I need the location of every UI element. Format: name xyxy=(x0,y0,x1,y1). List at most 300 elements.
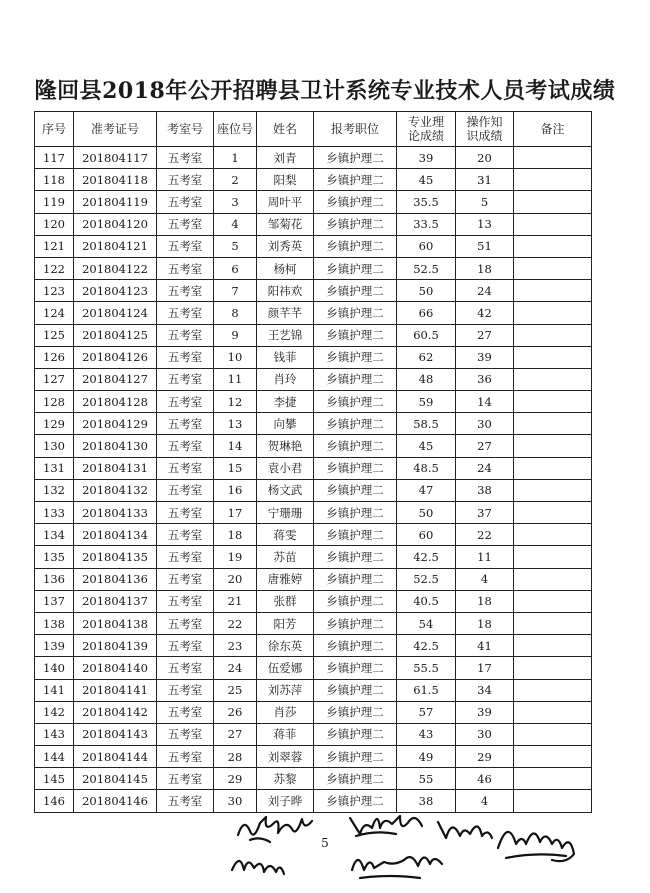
cell-seat: 11 xyxy=(214,368,257,390)
cell-name: 杨柯 xyxy=(257,257,314,279)
cell-room: 五考室 xyxy=(157,746,214,768)
cell-name: 苏苗 xyxy=(257,546,314,568)
cell-position: 乡镇护理二 xyxy=(314,368,397,390)
page-number: 5 xyxy=(321,836,329,850)
cell-theory-score: 43 xyxy=(397,723,456,745)
cell-seq: 137 xyxy=(35,590,74,612)
cell-remark xyxy=(514,679,592,701)
cell-position: 乡镇护理二 xyxy=(314,546,397,568)
cell-theory-score: 48 xyxy=(397,368,456,390)
cell-practical-score: 37 xyxy=(456,502,514,524)
cell-position: 乡镇护理二 xyxy=(314,147,397,169)
cell-position: 乡镇护理二 xyxy=(314,435,397,457)
cell-theory-score: 38 xyxy=(397,790,456,812)
table-header-row xyxy=(35,112,592,147)
cell-seq: 117 xyxy=(35,147,74,169)
cell-remark xyxy=(514,746,592,768)
cell-seq: 143 xyxy=(35,723,74,745)
cell-position: 乡镇护理二 xyxy=(314,191,397,213)
cell-name: 钱菲 xyxy=(257,346,314,368)
cell-practical-score: 18 xyxy=(456,612,514,634)
cell-practical-score: 4 xyxy=(456,790,514,812)
cell-name: 苏黎 xyxy=(257,768,314,790)
cell-theory-score: 60 xyxy=(397,524,456,546)
table-row xyxy=(35,546,592,568)
cell-remark xyxy=(514,391,592,413)
cell-seat: 30 xyxy=(214,790,257,812)
cell-seat: 27 xyxy=(214,723,257,745)
cell-practical-score: 22 xyxy=(456,524,514,546)
cell-name: 颜芊芊 xyxy=(257,302,314,324)
cell-practical-score: 18 xyxy=(456,257,514,279)
cell-seq: 144 xyxy=(35,746,74,768)
cell-remark xyxy=(514,768,592,790)
table-row xyxy=(35,790,592,812)
cell-theory-score: 57 xyxy=(397,701,456,723)
cell-seq: 127 xyxy=(35,368,74,390)
cell-ticket-no: 201804119 xyxy=(74,191,157,213)
cell-seat: 15 xyxy=(214,457,257,479)
cell-ticket-no: 201804143 xyxy=(74,723,157,745)
cell-seat: 16 xyxy=(214,479,257,501)
cell-room: 五考室 xyxy=(157,524,214,546)
table-row xyxy=(35,657,592,679)
table-row xyxy=(35,590,592,612)
cell-name: 刘子晔 xyxy=(257,790,314,812)
cell-ticket-no: 201804129 xyxy=(74,413,157,435)
cell-seq: 120 xyxy=(35,213,74,235)
cell-seat: 25 xyxy=(214,679,257,701)
cell-theory-score: 42.5 xyxy=(397,546,456,568)
cell-room: 五考室 xyxy=(157,235,214,257)
cell-ticket-no: 201804125 xyxy=(74,324,157,346)
cell-room: 五考室 xyxy=(157,147,214,169)
cell-position: 乡镇护理二 xyxy=(314,479,397,501)
cell-room: 五考室 xyxy=(157,213,214,235)
table-row xyxy=(35,723,592,745)
cell-position: 乡镇护理二 xyxy=(314,790,397,812)
cell-seat: 13 xyxy=(214,413,257,435)
cell-room: 五考室 xyxy=(157,679,214,701)
cell-room: 五考室 xyxy=(157,302,214,324)
cell-theory-score: 50 xyxy=(397,280,456,302)
table-row xyxy=(35,635,592,657)
cell-seat: 28 xyxy=(214,746,257,768)
cell-seq: 145 xyxy=(35,768,74,790)
cell-position: 乡镇护理二 xyxy=(314,169,397,191)
cell-remark xyxy=(514,169,592,191)
cell-seq: 140 xyxy=(35,657,74,679)
cell-position: 乡镇护理二 xyxy=(314,768,397,790)
cell-position: 乡镇护理二 xyxy=(314,324,397,346)
cell-theory-score: 45 xyxy=(397,169,456,191)
cell-name: 周叶平 xyxy=(257,191,314,213)
cell-theory-score: 52.5 xyxy=(397,257,456,279)
cell-theory-score: 55 xyxy=(397,768,456,790)
cell-practical-score: 24 xyxy=(456,457,514,479)
cell-seq: 136 xyxy=(35,568,74,590)
cell-name: 唐雅婷 xyxy=(257,568,314,590)
cell-seat: 29 xyxy=(214,768,257,790)
table-row xyxy=(35,235,592,257)
cell-position: 乡镇护理二 xyxy=(314,213,397,235)
cell-practical-score: 13 xyxy=(456,213,514,235)
table-row xyxy=(35,147,592,169)
cell-seq: 128 xyxy=(35,391,74,413)
cell-room: 五考室 xyxy=(157,612,214,634)
column-header: 报考职位 xyxy=(314,112,397,147)
cell-practical-score: 29 xyxy=(456,746,514,768)
cell-room: 五考室 xyxy=(157,502,214,524)
cell-ticket-no: 201804117 xyxy=(74,147,157,169)
cell-remark xyxy=(514,502,592,524)
table-row xyxy=(35,191,592,213)
signature-5 xyxy=(232,861,284,874)
cell-position: 乡镇护理二 xyxy=(314,524,397,546)
cell-name: 徐东英 xyxy=(257,635,314,657)
cell-ticket-no: 201804124 xyxy=(74,302,157,324)
document-title: 隆回县2018年公开招聘县卫计系统专业技术人员考试成绩 xyxy=(34,78,616,104)
table-row xyxy=(35,302,592,324)
cell-seq: 141 xyxy=(35,679,74,701)
cell-theory-score: 49 xyxy=(397,746,456,768)
cell-remark xyxy=(514,147,592,169)
table-row xyxy=(35,435,592,457)
cell-seat: 3 xyxy=(214,191,257,213)
cell-position: 乡镇护理二 xyxy=(314,612,397,634)
cell-position: 乡镇护理二 xyxy=(314,280,397,302)
table-row xyxy=(35,213,592,235)
cell-position: 乡镇护理二 xyxy=(314,457,397,479)
cell-seat: 14 xyxy=(214,435,257,457)
cell-seq: 118 xyxy=(35,169,74,191)
table-row xyxy=(35,568,592,590)
cell-position: 乡镇护理二 xyxy=(314,657,397,679)
cell-ticket-no: 201804122 xyxy=(74,257,157,279)
cell-room: 五考室 xyxy=(157,169,214,191)
cell-practical-score: 39 xyxy=(456,701,514,723)
cell-seq: 134 xyxy=(35,524,74,546)
cell-ticket-no: 201804145 xyxy=(74,768,157,790)
cell-seq: 131 xyxy=(35,457,74,479)
cell-practical-score: 27 xyxy=(456,435,514,457)
cell-theory-score: 62 xyxy=(397,346,456,368)
cell-practical-score: 27 xyxy=(456,324,514,346)
cell-remark xyxy=(514,257,592,279)
cell-room: 五考室 xyxy=(157,391,214,413)
cell-name: 贺琳艳 xyxy=(257,435,314,457)
cell-seat: 21 xyxy=(214,590,257,612)
cell-practical-score: 18 xyxy=(456,590,514,612)
cell-theory-score: 61.5 xyxy=(397,679,456,701)
cell-name: 刘秀英 xyxy=(257,235,314,257)
cell-remark xyxy=(514,435,592,457)
cell-seq: 123 xyxy=(35,280,74,302)
cell-theory-score: 54 xyxy=(397,612,456,634)
cell-ticket-no: 201804146 xyxy=(74,790,157,812)
cell-seat: 9 xyxy=(214,324,257,346)
cell-ticket-no: 201804128 xyxy=(74,391,157,413)
cell-ticket-no: 201804132 xyxy=(74,479,157,501)
column-header: 姓名 xyxy=(257,112,314,147)
cell-remark xyxy=(514,213,592,235)
cell-remark xyxy=(514,191,592,213)
table-row xyxy=(35,746,592,768)
table-row xyxy=(35,457,592,479)
cell-practical-score: 30 xyxy=(456,413,514,435)
cell-remark xyxy=(514,280,592,302)
table-row xyxy=(35,346,592,368)
cell-theory-score: 60 xyxy=(397,235,456,257)
cell-remark xyxy=(514,790,592,812)
cell-seat: 10 xyxy=(214,346,257,368)
cell-name: 张群 xyxy=(257,590,314,612)
cell-ticket-no: 201804120 xyxy=(74,213,157,235)
cell-remark xyxy=(514,368,592,390)
cell-theory-score: 40.5 xyxy=(397,590,456,612)
cell-seq: 126 xyxy=(35,346,74,368)
cell-remark xyxy=(514,346,592,368)
signature-2 xyxy=(350,816,422,836)
table-row xyxy=(35,701,592,723)
cell-name: 肖莎 xyxy=(257,701,314,723)
cell-theory-score: 35.5 xyxy=(397,191,456,213)
cell-seq: 121 xyxy=(35,235,74,257)
cell-seq: 138 xyxy=(35,612,74,634)
cell-practical-score: 41 xyxy=(456,635,514,657)
cell-remark xyxy=(514,457,592,479)
cell-practical-score: 17 xyxy=(456,657,514,679)
cell-position: 乡镇护理二 xyxy=(314,701,397,723)
cell-seat: 24 xyxy=(214,657,257,679)
cell-name: 肖玲 xyxy=(257,368,314,390)
cell-seat: 2 xyxy=(214,169,257,191)
cell-seq: 125 xyxy=(35,324,74,346)
cell-seat: 12 xyxy=(214,391,257,413)
cell-practical-score: 31 xyxy=(456,169,514,191)
cell-position: 乡镇护理二 xyxy=(314,413,397,435)
cell-theory-score: 60.5 xyxy=(397,324,456,346)
cell-practical-score: 20 xyxy=(456,147,514,169)
cell-remark xyxy=(514,524,592,546)
cell-seat: 18 xyxy=(214,524,257,546)
cell-position: 乡镇护理二 xyxy=(314,346,397,368)
cell-theory-score: 52.5 xyxy=(397,568,456,590)
cell-name: 王艺锦 xyxy=(257,324,314,346)
column-header: 备注 xyxy=(514,112,592,147)
cell-position: 乡镇护理二 xyxy=(314,679,397,701)
cell-seq: 129 xyxy=(35,413,74,435)
cell-room: 五考室 xyxy=(157,435,214,457)
cell-position: 乡镇护理二 xyxy=(314,635,397,657)
cell-remark xyxy=(514,413,592,435)
cell-theory-score: 33.5 xyxy=(397,213,456,235)
cell-position: 乡镇护理二 xyxy=(314,723,397,745)
cell-room: 五考室 xyxy=(157,635,214,657)
cell-remark xyxy=(514,568,592,590)
cell-ticket-no: 201804140 xyxy=(74,657,157,679)
cell-room: 五考室 xyxy=(157,257,214,279)
cell-theory-score: 55.5 xyxy=(397,657,456,679)
cell-seat: 8 xyxy=(214,302,257,324)
cell-remark xyxy=(514,657,592,679)
cell-name: 刘青 xyxy=(257,147,314,169)
table-body xyxy=(35,147,592,813)
cell-name: 邹菊花 xyxy=(257,213,314,235)
cell-practical-score: 51 xyxy=(456,235,514,257)
cell-practical-score: 11 xyxy=(456,546,514,568)
column-header: 专业理 论成绩 xyxy=(397,112,456,147)
cell-room: 五考室 xyxy=(157,324,214,346)
table-row xyxy=(35,768,592,790)
signature-6 xyxy=(352,857,442,878)
column-header: 操作知 识成绩 xyxy=(456,112,514,147)
cell-room: 五考室 xyxy=(157,568,214,590)
cell-seat: 23 xyxy=(214,635,257,657)
column-header: 座位号 xyxy=(214,112,257,147)
cell-seq: 142 xyxy=(35,701,74,723)
cell-remark xyxy=(514,635,592,657)
cell-room: 五考室 xyxy=(157,723,214,745)
cell-name: 蒋菲 xyxy=(257,723,314,745)
cell-seat: 5 xyxy=(214,235,257,257)
cell-practical-score: 4 xyxy=(456,568,514,590)
cell-practical-score: 24 xyxy=(456,280,514,302)
cell-remark xyxy=(514,479,592,501)
cell-room: 五考室 xyxy=(157,768,214,790)
cell-ticket-no: 201804123 xyxy=(74,280,157,302)
cell-seq: 124 xyxy=(35,302,74,324)
cell-name: 杨文武 xyxy=(257,479,314,501)
cell-theory-score: 50 xyxy=(397,502,456,524)
cell-name: 刘苏萍 xyxy=(257,679,314,701)
cell-position: 乡镇护理二 xyxy=(314,235,397,257)
cell-practical-score: 14 xyxy=(456,391,514,413)
cell-theory-score: 48.5 xyxy=(397,457,456,479)
cell-room: 五考室 xyxy=(157,191,214,213)
cell-practical-score: 39 xyxy=(456,346,514,368)
cell-seq: 139 xyxy=(35,635,74,657)
cell-ticket-no: 201804135 xyxy=(74,546,157,568)
cell-room: 五考室 xyxy=(157,413,214,435)
cell-remark xyxy=(514,723,592,745)
cell-remark xyxy=(514,546,592,568)
cell-practical-score: 30 xyxy=(456,723,514,745)
cell-name: 袁小君 xyxy=(257,457,314,479)
cell-position: 乡镇护理二 xyxy=(314,302,397,324)
cell-ticket-no: 201804133 xyxy=(74,502,157,524)
cell-theory-score: 47 xyxy=(397,479,456,501)
cell-seq: 146 xyxy=(35,790,74,812)
table-row xyxy=(35,479,592,501)
cell-ticket-no: 201804144 xyxy=(74,746,157,768)
cell-room: 五考室 xyxy=(157,590,214,612)
cell-ticket-no: 201804130 xyxy=(74,435,157,457)
table-row xyxy=(35,368,592,390)
cell-seat: 1 xyxy=(214,147,257,169)
cell-ticket-no: 201804134 xyxy=(74,524,157,546)
cell-ticket-no: 201804141 xyxy=(74,679,157,701)
cell-seq: 132 xyxy=(35,479,74,501)
score-table xyxy=(34,111,592,813)
cell-name: 宁珊珊 xyxy=(257,502,314,524)
cell-theory-score: 59 xyxy=(397,391,456,413)
cell-remark xyxy=(514,590,592,612)
cell-seat: 20 xyxy=(214,568,257,590)
cell-name: 伍爱娜 xyxy=(257,657,314,679)
cell-ticket-no: 201804142 xyxy=(74,701,157,723)
cell-position: 乡镇护理二 xyxy=(314,502,397,524)
cell-practical-score: 42 xyxy=(456,302,514,324)
cell-name: 阳芳 xyxy=(257,612,314,634)
cell-seat: 17 xyxy=(214,502,257,524)
cell-practical-score: 36 xyxy=(456,368,514,390)
cell-room: 五考室 xyxy=(157,701,214,723)
cell-ticket-no: 201804137 xyxy=(74,590,157,612)
cell-theory-score: 66 xyxy=(397,302,456,324)
cell-remark xyxy=(514,701,592,723)
column-header: 序号 xyxy=(35,112,74,147)
cell-ticket-no: 201804138 xyxy=(74,612,157,634)
cell-ticket-no: 201804136 xyxy=(74,568,157,590)
cell-seat: 22 xyxy=(214,612,257,634)
table-row xyxy=(35,324,592,346)
cell-name: 向攀 xyxy=(257,413,314,435)
cell-seat: 7 xyxy=(214,280,257,302)
cell-name: 阳梨 xyxy=(257,169,314,191)
cell-theory-score: 45 xyxy=(397,435,456,457)
cell-ticket-no: 201804131 xyxy=(74,457,157,479)
cell-room: 五考室 xyxy=(157,657,214,679)
cell-theory-score: 39 xyxy=(397,147,456,169)
cell-name: 刘翠蓉 xyxy=(257,746,314,768)
cell-room: 五考室 xyxy=(157,368,214,390)
column-header: 考室号 xyxy=(157,112,214,147)
cell-ticket-no: 201804118 xyxy=(74,169,157,191)
cell-name: 蒋雯 xyxy=(257,524,314,546)
cell-room: 五考室 xyxy=(157,790,214,812)
table-row xyxy=(35,280,592,302)
table-row xyxy=(35,612,592,634)
cell-practical-score: 38 xyxy=(456,479,514,501)
cell-position: 乡镇护理二 xyxy=(314,568,397,590)
cell-seat: 26 xyxy=(214,701,257,723)
table-row xyxy=(35,679,592,701)
cell-ticket-no: 201804121 xyxy=(74,235,157,257)
cell-position: 乡镇护理二 xyxy=(314,590,397,612)
table-row xyxy=(35,413,592,435)
cell-room: 五考室 xyxy=(157,457,214,479)
column-header: 准考证号 xyxy=(74,112,157,147)
cell-ticket-no: 201804139 xyxy=(74,635,157,657)
cell-practical-score: 46 xyxy=(456,768,514,790)
cell-seq: 130 xyxy=(35,435,74,457)
cell-remark xyxy=(514,302,592,324)
cell-practical-score: 5 xyxy=(456,191,514,213)
cell-remark xyxy=(514,612,592,634)
cell-theory-score: 58.5 xyxy=(397,413,456,435)
cell-name: 李捷 xyxy=(257,391,314,413)
cell-ticket-no: 201804126 xyxy=(74,346,157,368)
cell-position: 乡镇护理二 xyxy=(314,746,397,768)
cell-name: 阳祎欢 xyxy=(257,280,314,302)
table-row xyxy=(35,502,592,524)
cell-room: 五考室 xyxy=(157,280,214,302)
cell-seq: 133 xyxy=(35,502,74,524)
cell-position: 乡镇护理二 xyxy=(314,391,397,413)
cell-room: 五考室 xyxy=(157,479,214,501)
table-row xyxy=(35,257,592,279)
